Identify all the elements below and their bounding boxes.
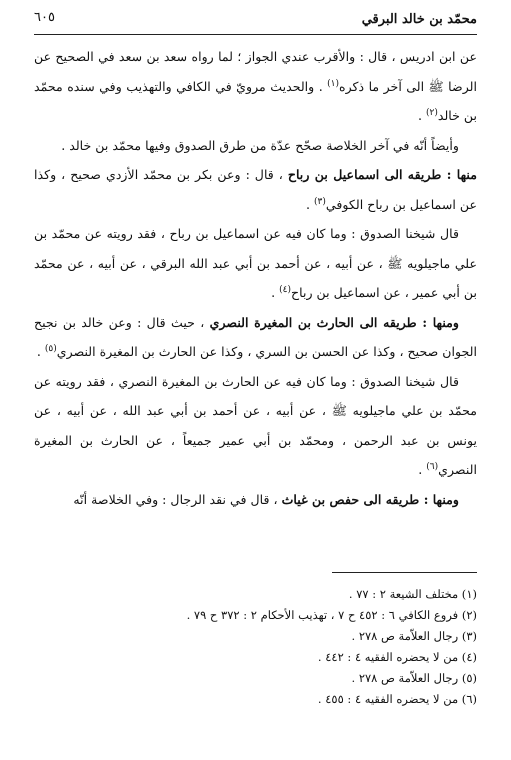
running-title: محمّد بن خالد البرقي <box>361 12 477 27</box>
page-header <box>34 6 477 35</box>
footnote-item: (٥) رجال العلاّمة ص ٢٧٨ . <box>351 671 477 685</box>
footnote-item: (٢) فروع الكافي ٦ : ٤٥٢ ح ٧ ، تهذيب الأحكام ٢ : ٣٧٢ ح ٧٩ . <box>186 608 477 622</box>
text-run: . <box>306 196 315 212</box>
text-run: . <box>36 344 45 359</box>
paragraph <box>34 219 477 308</box>
text-run: وأيضاً أنّه في آخر الخلاصة صحّح عدّة من طرق الصدوق وفيها محمّد بن خالد . <box>61 137 459 153</box>
text-run: ، قال في نقد الرجال : وفي الخلاصة أنّه <box>73 491 282 507</box>
footnote-ref: (١) <box>327 78 339 89</box>
paragraph <box>34 131 477 161</box>
footnotes <box>34 584 477 710</box>
text-run: ، حيث قال : وعن خالد بن نجيح الجوان صحيح ، وكذا عن الحسن بن السري ، وكذا عن الحارث بن المغيرة النصري <box>34 314 477 359</box>
footnote-item: (٦) من لا يحضره الفقيه ٤ : ٤٥٥ . <box>317 692 477 706</box>
text-run: . <box>418 462 427 477</box>
text-run: ﷺ <box>387 255 403 271</box>
paragraph <box>34 42 477 131</box>
paragraph <box>34 485 477 515</box>
bold-text: ومنها : طريقه الى حفص بن غياث <box>281 491 459 507</box>
text-run: قال شيخنا الصدوق : وما كان فيه عن اسماعيل بن رباح ، فقد رويته عن محمّد بن علي ماجيلويه <box>34 226 477 271</box>
paragraph <box>34 308 477 367</box>
text-run: ، قال : وعن بكر بن محمّد الأزدي صحيح ، وكذا عن اسماعيل بن رباح الكوفي <box>34 167 477 212</box>
footnote-ref: (٤) <box>279 284 291 295</box>
text-run: قال شيخنا الصدوق : وما كان فيه عن الحارث بن المغيرة النصري ، فقد رويته عن محمّد بن علي ماجيلويه <box>34 373 478 418</box>
footnote-item: (٤) من لا يحضره الفقيه ٤ : ٤٤٢ . <box>317 650 477 664</box>
footnote-item: (٣) رجال العلاّمة ص ٢٧٨ . <box>351 629 477 643</box>
text-run: . والحديث مرويّ في الكافي والتهذيب وفي سنده محمّد بن خالد <box>34 78 477 123</box>
footnote-ref: (٢) <box>425 107 438 118</box>
footnote-item: (١) مختلف الشيعة ٢ : ٧٧ . <box>348 587 477 601</box>
text-run: الى آخر ما ذكره <box>339 78 429 94</box>
paragraph <box>34 160 477 219</box>
paragraph <box>34 367 477 485</box>
text-run: ﷺ <box>428 78 444 94</box>
text-run: ، عن أبيه ، عن أحمد بن أبي عبد الله البرقي ، عن أبيه ، عن محمّد بن أبي عمير ، عن اسماعيل بن رباح <box>34 255 477 300</box>
text-run: ﷺ <box>331 403 347 418</box>
footnote-ref: (٣) <box>314 196 326 207</box>
footnote-ref: (٦) <box>426 461 439 472</box>
text-run: . <box>417 108 426 123</box>
text-run: عن ابن ادريس ، قال : والأقرب عندي الجواز ؛ لما رواه سعد بن سعد في الصحيح عن الرضا <box>34 49 477 94</box>
bold-text: منها : طريقه الى اسماعيل بن رباح <box>287 167 477 182</box>
bold-text: ومنها : طريقه الى الحارث بن المغيرة النصري <box>209 314 459 330</box>
text-run: ، عن أبيه ، عن أحمد بن أبي عبد الله ، عن أبيه ، عن يونس بن عبد الرحمن ، ومحمّد بن أبي عمير جميعاً ، عن الحارث بن المغيرة النصري <box>34 403 477 477</box>
footnote-ref: (٥) <box>44 343 57 354</box>
page-number: ٦٠٥ <box>34 10 55 25</box>
main-text <box>34 42 477 514</box>
text-run: . <box>271 285 280 300</box>
footnote-separator <box>332 572 477 573</box>
